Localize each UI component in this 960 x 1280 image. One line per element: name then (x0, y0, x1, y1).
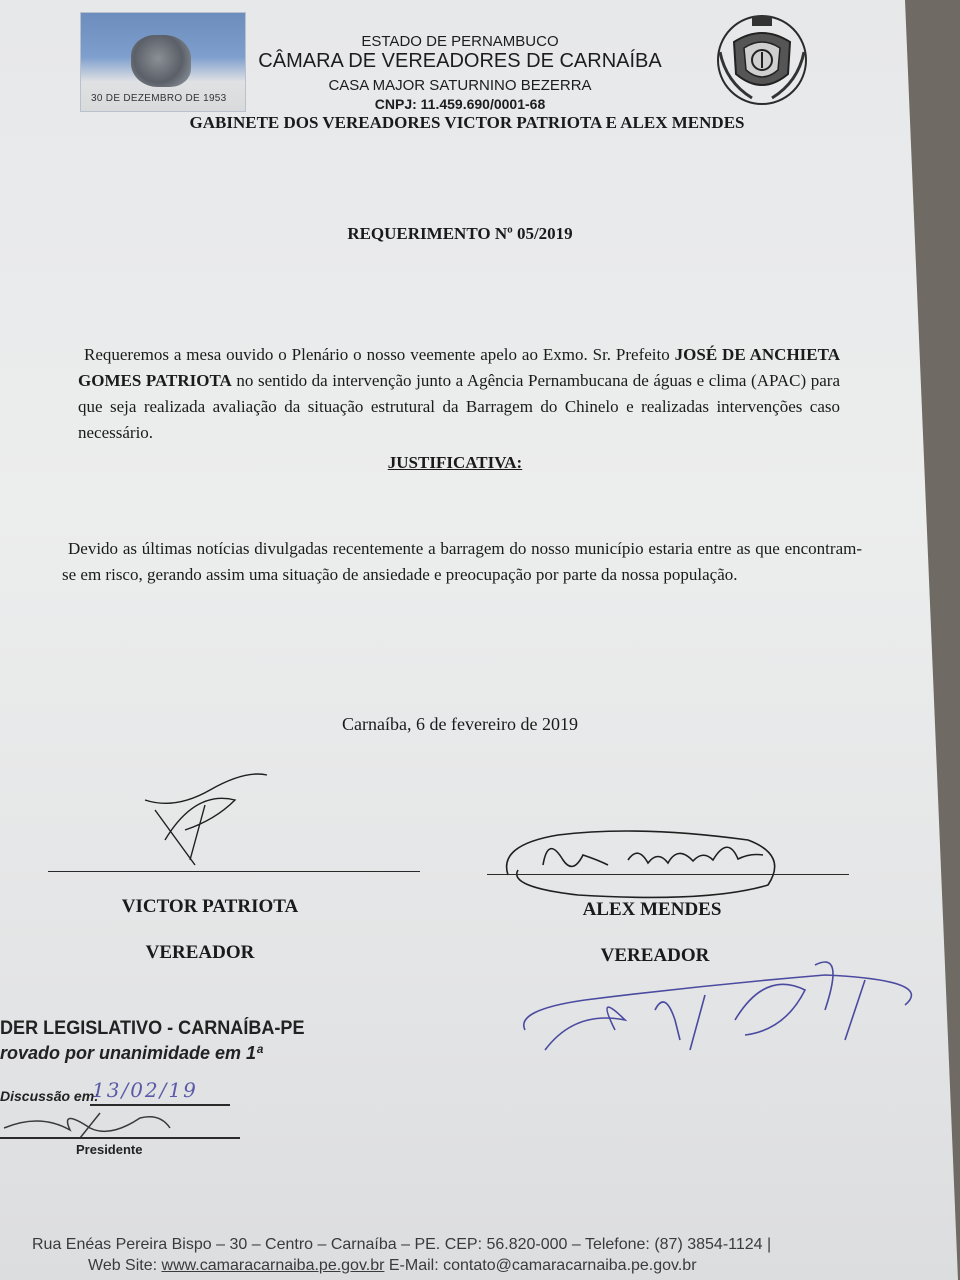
flag-emblem (131, 35, 191, 87)
discussion-date: 13/02/19 (92, 1078, 198, 1102)
president-line (0, 1137, 240, 1139)
signature-victor-patriota-icon (135, 770, 275, 870)
document-title: REQUERIMENTO Nº 05/2019 (347, 224, 573, 243)
state-name: ESTADO DE PERNAMBUCO (361, 33, 559, 50)
logo-date: 30 DE DEZEMBRO DE 1953 (91, 93, 227, 104)
president-label: Presidente (76, 1142, 143, 1157)
stamp-line-1: DER LEGISLATIVO - CARNAÍBA-PE (0, 1018, 305, 1039)
signature-line-2 (487, 874, 849, 875)
signer-role-2: VEREADOR (600, 945, 710, 966)
signer-name-2: ALEX MENDES (582, 899, 722, 920)
cnpj-number: CNPJ: 11.459.690/0001-68 (374, 96, 546, 112)
request-text-end: no sentido da intervenção junto a Agência Pernambucana de águas e clima (APAC) para que seja realizada avaliação da situação estrutural da Barragem do Chinelo e realizadas intervenções caso necessário. (78, 371, 840, 442)
place-and-date: Carnaíba, 6 de fevereiro de 2019 (342, 714, 578, 734)
request-text-start: Requeremos a mesa ouvido o Plenário o nosso veemente apelo ao Exmo. Sr. Prefeito (84, 345, 675, 364)
request-paragraph (78, 342, 840, 446)
web-label: Web Site: (88, 1257, 162, 1274)
cabinet-title: GABINETE DOS VEREADORES VICTOR PATRIOTA E ALEX MENDES (189, 113, 745, 132)
stamp-line-2: rovado por unanimidade em 1ª (0, 1043, 263, 1063)
house-name: CASA MAJOR SATURNINO BEZERRA (328, 77, 592, 94)
footer-address: Rua Enéas Pereira Bispo – 30 – Centro – Carnaíba – PE. CEP: 56.820-000 – Telefone: (87) 3854-1124 | (32, 1236, 772, 1253)
discussion-date-line (90, 1104, 230, 1106)
signer-role-1: VEREADOR (145, 942, 255, 963)
justification-paragraph (62, 536, 862, 588)
chamber-name: CÂMARA DE VEREADORES DE CARNAÍBA (258, 50, 662, 72)
signature-alex-mendes-icon (488, 815, 798, 905)
footer-contacts (88, 1257, 697, 1275)
approval-signature-blue-icon (505, 950, 955, 1065)
website-link[interactable]: www.camaracarnaiba.pe.gov.br (161, 1257, 385, 1274)
discussion-label: Discussão em: (0, 1088, 99, 1104)
municipal-flag-logo (80, 12, 246, 112)
signature-line-1 (48, 871, 420, 872)
state-coat-of-arms-icon (712, 12, 812, 108)
justification-text: Devido as últimas notícias divulgadas recentemente a barragem do nosso município estaria entre as que encontram-se em risco, gerando assim uma situação de ansiedade e preocupação por parte da nossa população. (62, 539, 862, 584)
email-text: E-Mail: contato@camaracarnaiba.pe.gov.br (384, 1257, 697, 1274)
mayor-name: JOSÉ DE ANCHIETA GOMES PATRIOTA (78, 345, 840, 390)
justification-heading: JUSTIFICATIVA: (387, 453, 523, 472)
signer-name-1: VICTOR PATRIOTA (121, 896, 299, 917)
